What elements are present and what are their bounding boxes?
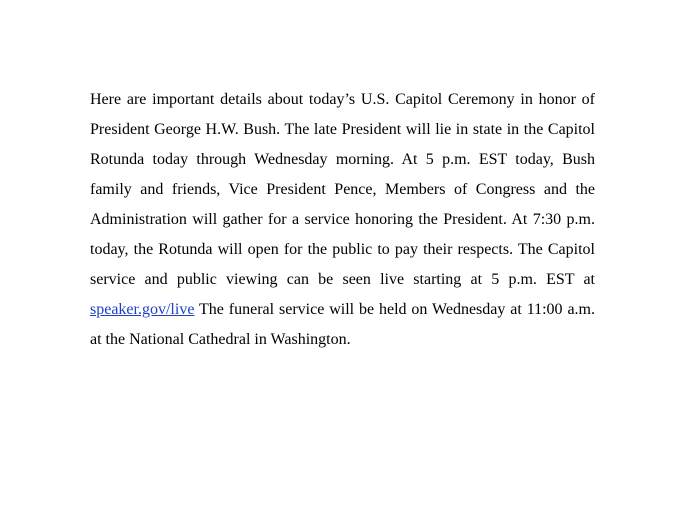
announcement-paragraph (90, 85, 595, 355)
speaker-gov-live-link[interactable]: speaker.gov/live (90, 301, 195, 318)
paragraph-text-before-link: Here are important details about today’s U.S. Capitol Ceremony in honor of President George H.W. Bush. The late President will lie in state in the Capitol Rotunda today through Wednesday morning. At 5 p.m. EST today, Bush family and friends, Vice President Pence, Members of Congress and the Administration will gather for a service honoring the President. At 7:30 p.m. today, the Rotunda will open for the public to pay their respects. The Capitol service and public viewing can be seen live starting at 5 p.m. EST at (90, 91, 595, 288)
paragraph-text-after-link: The funeral service will be held on Wednesday at 11:00 a.m. at the National Cathedral in Washington. (90, 301, 595, 348)
